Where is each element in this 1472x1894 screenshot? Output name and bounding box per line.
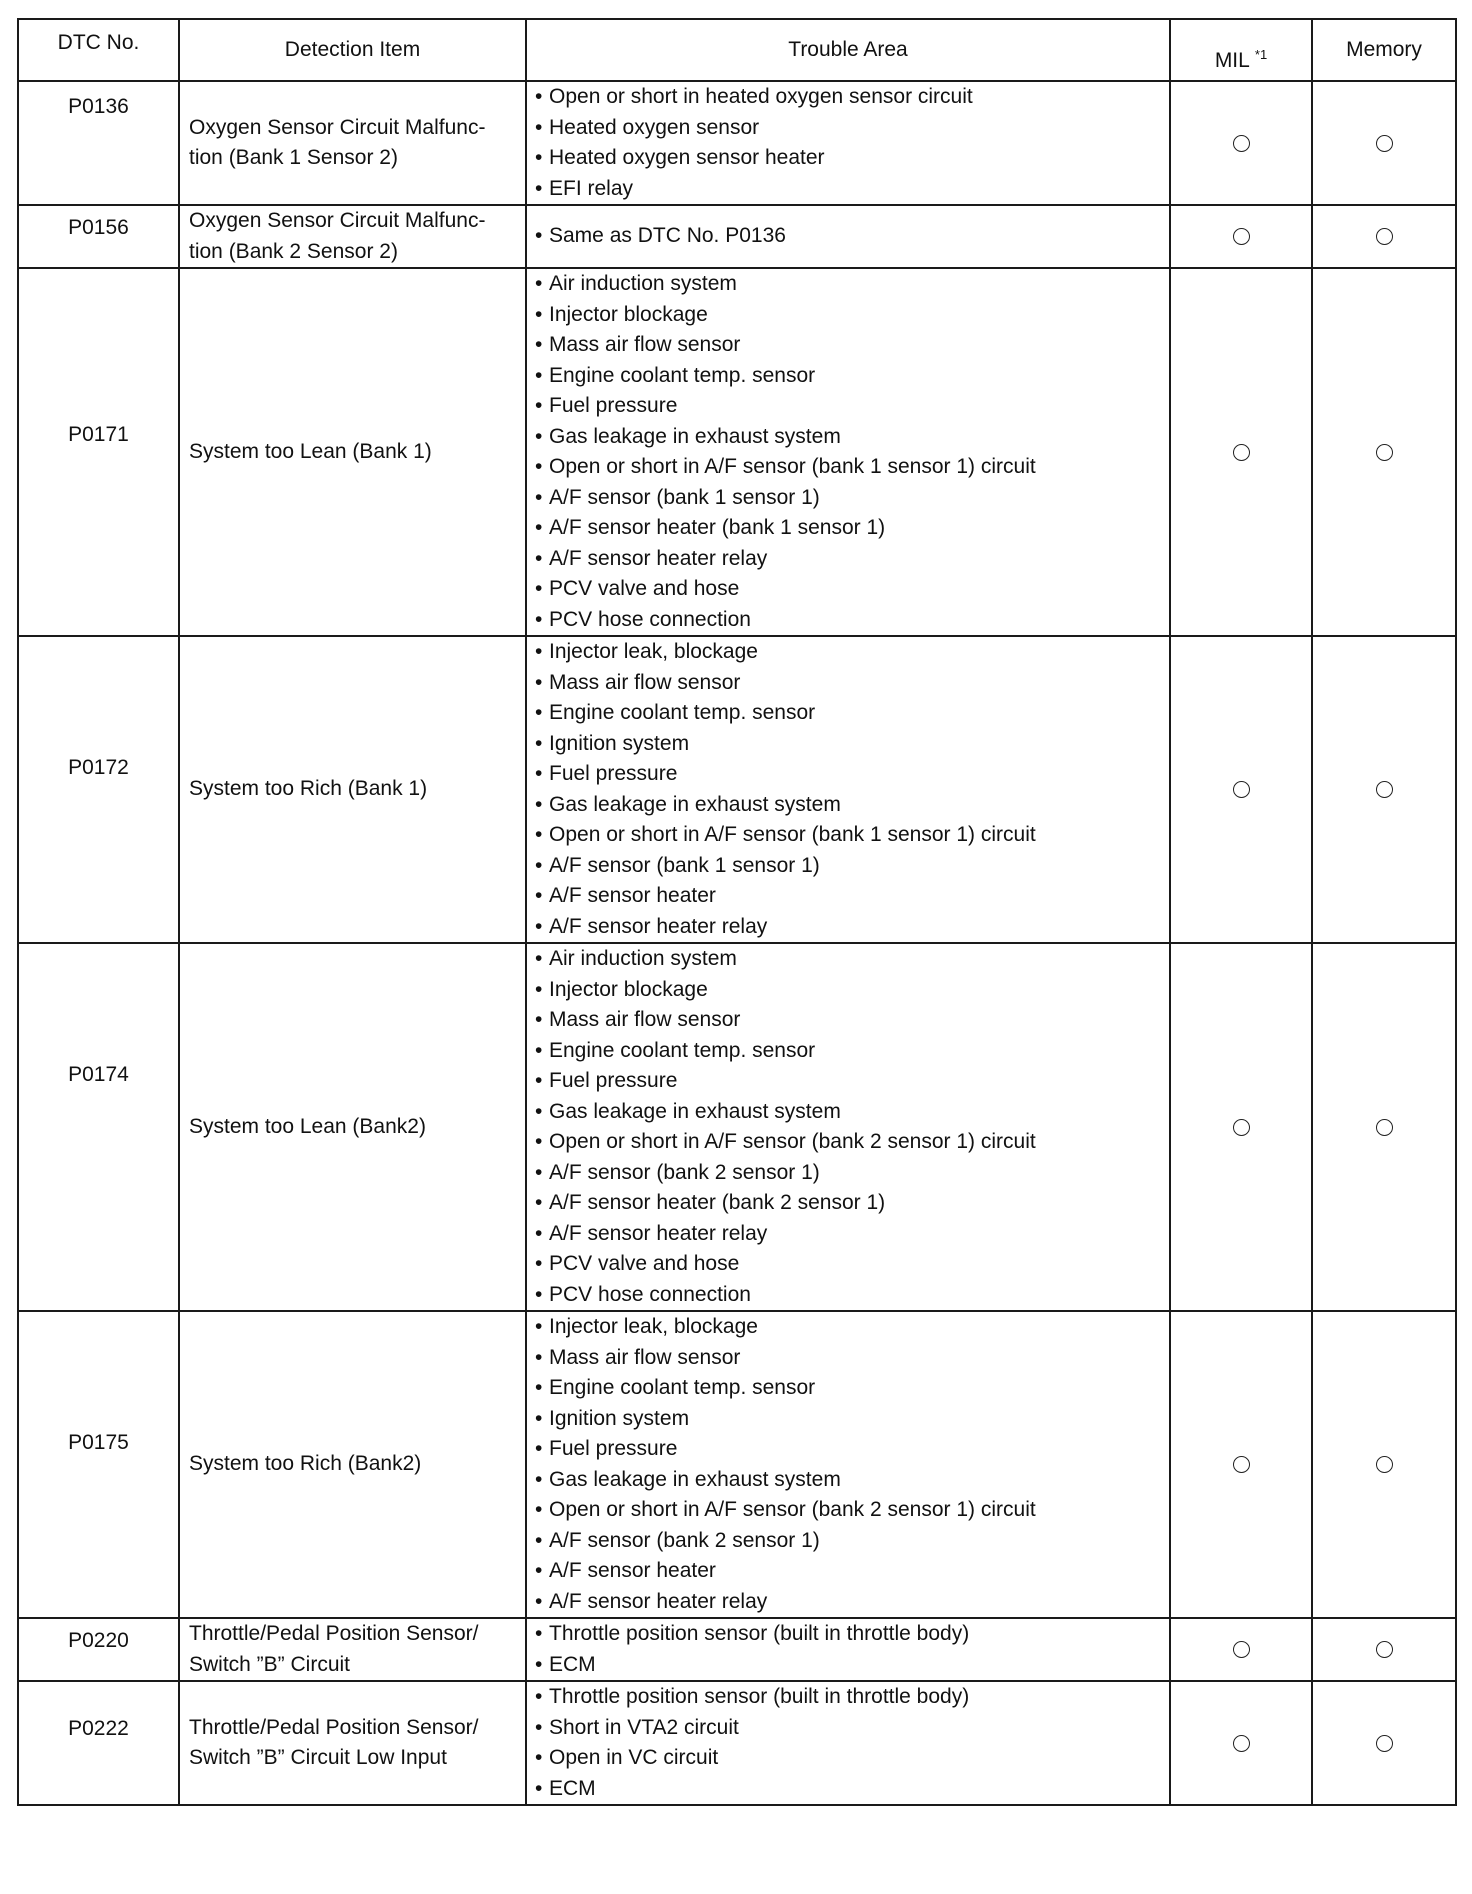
trouble-area-item: • A/F sensor heater relay	[535, 1219, 1169, 1250]
table-row	[18, 1311, 1456, 1618]
table-body	[18, 81, 1456, 1805]
trouble-area-item: • A/F sensor heater relay	[535, 1587, 1169, 1618]
mil-circle-icon	[1233, 444, 1250, 461]
trouble-area-item: • Engine coolant temp. sensor	[535, 698, 1169, 729]
trouble-area-list	[535, 1682, 1169, 1804]
detection-item-line: System too Lean (Bank2)	[189, 1114, 426, 1138]
trouble-area-item: • Fuel pressure	[535, 759, 1169, 790]
dtc-number: P0175	[18, 1311, 179, 1618]
trouble-area-list	[535, 1619, 1169, 1680]
trouble-area-item: • Gas leakage in exhaust system	[535, 1465, 1169, 1496]
detection-item	[179, 268, 526, 636]
trouble-area-item: • ECM	[535, 1774, 1169, 1805]
trouble-area-item: • A/F sensor heater relay	[535, 544, 1169, 575]
trouble-area-item: • A/F sensor (bank 2 sensor 1)	[535, 1158, 1169, 1189]
detection-item	[179, 1311, 526, 1618]
detection-item-line: System too Rich (Bank2)	[189, 1452, 422, 1476]
memory-cell	[1312, 1618, 1456, 1681]
trouble-area-item: • Open or short in A/F sensor (bank 1 sensor 1) circuit	[535, 452, 1169, 483]
dtc-number: P0222	[18, 1681, 179, 1805]
trouble-area-item: • Engine coolant temp. sensor	[535, 1373, 1169, 1404]
dtc-number: P0136	[18, 81, 179, 205]
mil-circle-icon	[1233, 1456, 1250, 1473]
trouble-area-list	[535, 82, 1169, 204]
table-row	[18, 205, 1456, 268]
mil-cell	[1170, 268, 1312, 636]
trouble-area-item: • PCV hose connection	[535, 605, 1169, 636]
trouble-area-item: • Injector leak, blockage	[535, 1312, 1169, 1343]
trouble-area-item: • Injector leak, blockage	[535, 637, 1169, 668]
trouble-area-list	[535, 637, 1169, 942]
trouble-area	[526, 1618, 1170, 1681]
trouble-area-item: • Engine coolant temp. sensor	[535, 361, 1169, 392]
memory-cell	[1312, 268, 1456, 636]
detection-item-line: Oxygen Sensor Circuit Malfunc-	[189, 209, 486, 232]
memory-circle-icon	[1376, 1735, 1393, 1752]
dtc-number: P0174	[18, 943, 179, 1311]
mil-cell	[1170, 1311, 1312, 1618]
trouble-area-item: • Open in VC circuit	[535, 1743, 1169, 1774]
table-header-row	[18, 19, 1456, 81]
memory-cell	[1312, 1681, 1456, 1805]
mil-cell	[1170, 1618, 1312, 1681]
trouble-area-item: • Open or short in heated oxygen sensor circuit	[535, 82, 1169, 113]
trouble-area-item: • A/F sensor heater	[535, 881, 1169, 912]
trouble-area-item: • Ignition system	[535, 729, 1169, 760]
trouble-area	[526, 205, 1170, 268]
trouble-area-list	[535, 944, 1169, 1310]
memory-circle-icon	[1376, 1641, 1393, 1658]
trouble-area-item: • ECM	[535, 1650, 1169, 1681]
detection-item-line: Throttle/Pedal Position Sensor/	[189, 1622, 479, 1645]
memory-cell	[1312, 1311, 1456, 1618]
table-row	[18, 943, 1456, 1311]
trouble-area-item: • A/F sensor heater	[535, 1556, 1169, 1587]
trouble-area-item: • A/F sensor (bank 2 sensor 1)	[535, 1526, 1169, 1557]
trouble-area	[526, 268, 1170, 636]
trouble-area-item: • Mass air flow sensor	[535, 668, 1169, 699]
header-memory: Memory	[1312, 19, 1456, 81]
mil-circle-icon	[1233, 781, 1250, 798]
mil-circle-icon	[1233, 228, 1250, 245]
trouble-area-item: • Heated oxygen sensor	[535, 113, 1169, 144]
mil-cell	[1170, 205, 1312, 268]
trouble-area-item: • Short in VTA2 circuit	[535, 1713, 1169, 1744]
detection-item	[179, 81, 526, 205]
table-row	[18, 636, 1456, 943]
mil-circle-icon	[1233, 1119, 1250, 1136]
detection-item-line: Switch ”B” Circuit	[189, 1652, 351, 1676]
mil-cell	[1170, 636, 1312, 943]
memory-circle-icon	[1376, 1119, 1393, 1136]
detection-item-line: Oxygen Sensor Circuit Malfunc-	[189, 115, 486, 139]
dtc-number: P0172	[18, 636, 179, 943]
trouble-area-item: • A/F sensor (bank 1 sensor 1)	[535, 483, 1169, 514]
detection-item-line: tion (Bank 1 Sensor 2)	[189, 146, 398, 169]
trouble-area-item: • A/F sensor (bank 1 sensor 1)	[535, 851, 1169, 882]
dtc-number: P0171	[18, 268, 179, 636]
table-row	[18, 81, 1456, 205]
header-mil-label: MIL	[1214, 49, 1250, 72]
mil-circle-icon	[1233, 135, 1250, 152]
mil-circle-icon	[1233, 1641, 1250, 1658]
detection-item	[179, 943, 526, 1311]
trouble-area-item: • PCV valve and hose	[535, 1249, 1169, 1280]
trouble-area-item: • Mass air flow sensor	[535, 1343, 1169, 1374]
trouble-area-item: • Gas leakage in exhaust system	[535, 790, 1169, 821]
mil-circle-icon	[1233, 1735, 1250, 1752]
trouble-area-item: • Air induction system	[535, 269, 1169, 300]
detection-item	[179, 1618, 526, 1681]
header-detection-item: Detection Item	[179, 19, 526, 81]
detection-item	[179, 1681, 526, 1805]
memory-circle-icon	[1376, 1456, 1393, 1473]
trouble-area-item: • A/F sensor heater (bank 1 sensor 1)	[535, 513, 1169, 544]
memory-cell	[1312, 205, 1456, 268]
trouble-area-item: • Fuel pressure	[535, 391, 1169, 422]
trouble-area-list	[535, 1312, 1169, 1617]
mil-cell	[1170, 943, 1312, 1311]
trouble-area-item: • Heated oxygen sensor heater	[535, 143, 1169, 174]
detection-item-line: System too Lean (Bank 1)	[189, 439, 432, 463]
header-mil	[1170, 19, 1312, 81]
trouble-area-item: • PCV hose connection	[535, 1280, 1169, 1311]
trouble-area-item: • Injector blockage	[535, 300, 1169, 331]
trouble-area-item: • Engine coolant temp. sensor	[535, 1036, 1169, 1067]
trouble-area-item: • PCV valve and hose	[535, 574, 1169, 605]
mil-cell	[1170, 81, 1312, 205]
trouble-area	[526, 943, 1170, 1311]
dtc-number: P0220	[18, 1618, 179, 1681]
table-row	[18, 1618, 1456, 1681]
detection-item-line: Switch ”B” Circuit Low Input	[189, 1746, 447, 1769]
trouble-area-item: • Mass air flow sensor	[535, 1005, 1169, 1036]
table-row	[18, 1681, 1456, 1805]
trouble-area-item: • Gas leakage in exhaust system	[535, 1097, 1169, 1128]
trouble-area-item: • Open or short in A/F sensor (bank 1 sensor 1) circuit	[535, 820, 1169, 851]
dtc-table-page	[17, 18, 1457, 1806]
trouble-area-item: • Fuel pressure	[535, 1434, 1169, 1465]
memory-circle-icon	[1376, 444, 1393, 461]
trouble-area-item: • Same as DTC No. P0136	[535, 221, 1169, 252]
trouble-area-item: • Mass air flow sensor	[535, 330, 1169, 361]
header-dtc-no: DTC No.	[18, 19, 179, 81]
trouble-area-item: • A/F sensor heater relay	[535, 912, 1169, 943]
detection-item-line: tion (Bank 2 Sensor 2)	[189, 239, 398, 263]
header-trouble-area: Trouble Area	[526, 19, 1170, 81]
memory-circle-icon	[1376, 228, 1393, 245]
mil-cell	[1170, 1681, 1312, 1805]
trouble-area	[526, 1681, 1170, 1805]
trouble-area-item: • A/F sensor heater (bank 2 sensor 1)	[535, 1188, 1169, 1219]
trouble-area	[526, 81, 1170, 205]
detection-item-line: Throttle/Pedal Position Sensor/	[189, 1715, 479, 1739]
trouble-area-item: • Throttle position sensor (built in throttle body)	[535, 1682, 1169, 1713]
trouble-area	[526, 1311, 1170, 1618]
trouble-area-list	[535, 221, 1169, 252]
dtc-table	[17, 18, 1457, 1806]
memory-cell	[1312, 943, 1456, 1311]
memory-circle-icon	[1376, 781, 1393, 798]
detection-item-line: System too Rich (Bank 1)	[189, 777, 428, 801]
header-mil-footnote: *1	[1254, 47, 1268, 62]
trouble-area-item: • Open or short in A/F sensor (bank 2 sensor 1) circuit	[535, 1495, 1169, 1526]
detection-item	[179, 636, 526, 943]
trouble-area-list	[535, 269, 1169, 635]
dtc-number: P0156	[18, 205, 179, 268]
trouble-area-item: • Fuel pressure	[535, 1066, 1169, 1097]
trouble-area-item: • Throttle position sensor (built in throttle body)	[535, 1619, 1169, 1650]
trouble-area-item: • Injector blockage	[535, 975, 1169, 1006]
detection-item	[179, 205, 526, 268]
trouble-area-item: • Ignition system	[535, 1404, 1169, 1435]
memory-cell	[1312, 81, 1456, 205]
trouble-area-item: • Gas leakage in exhaust system	[535, 422, 1169, 453]
trouble-area	[526, 636, 1170, 943]
trouble-area-item: • Air induction system	[535, 944, 1169, 975]
trouble-area-item: • Open or short in A/F sensor (bank 2 sensor 1) circuit	[535, 1127, 1169, 1158]
table-row	[18, 268, 1456, 636]
trouble-area-item: • EFI relay	[535, 174, 1169, 205]
memory-cell	[1312, 636, 1456, 943]
memory-circle-icon	[1376, 135, 1393, 152]
